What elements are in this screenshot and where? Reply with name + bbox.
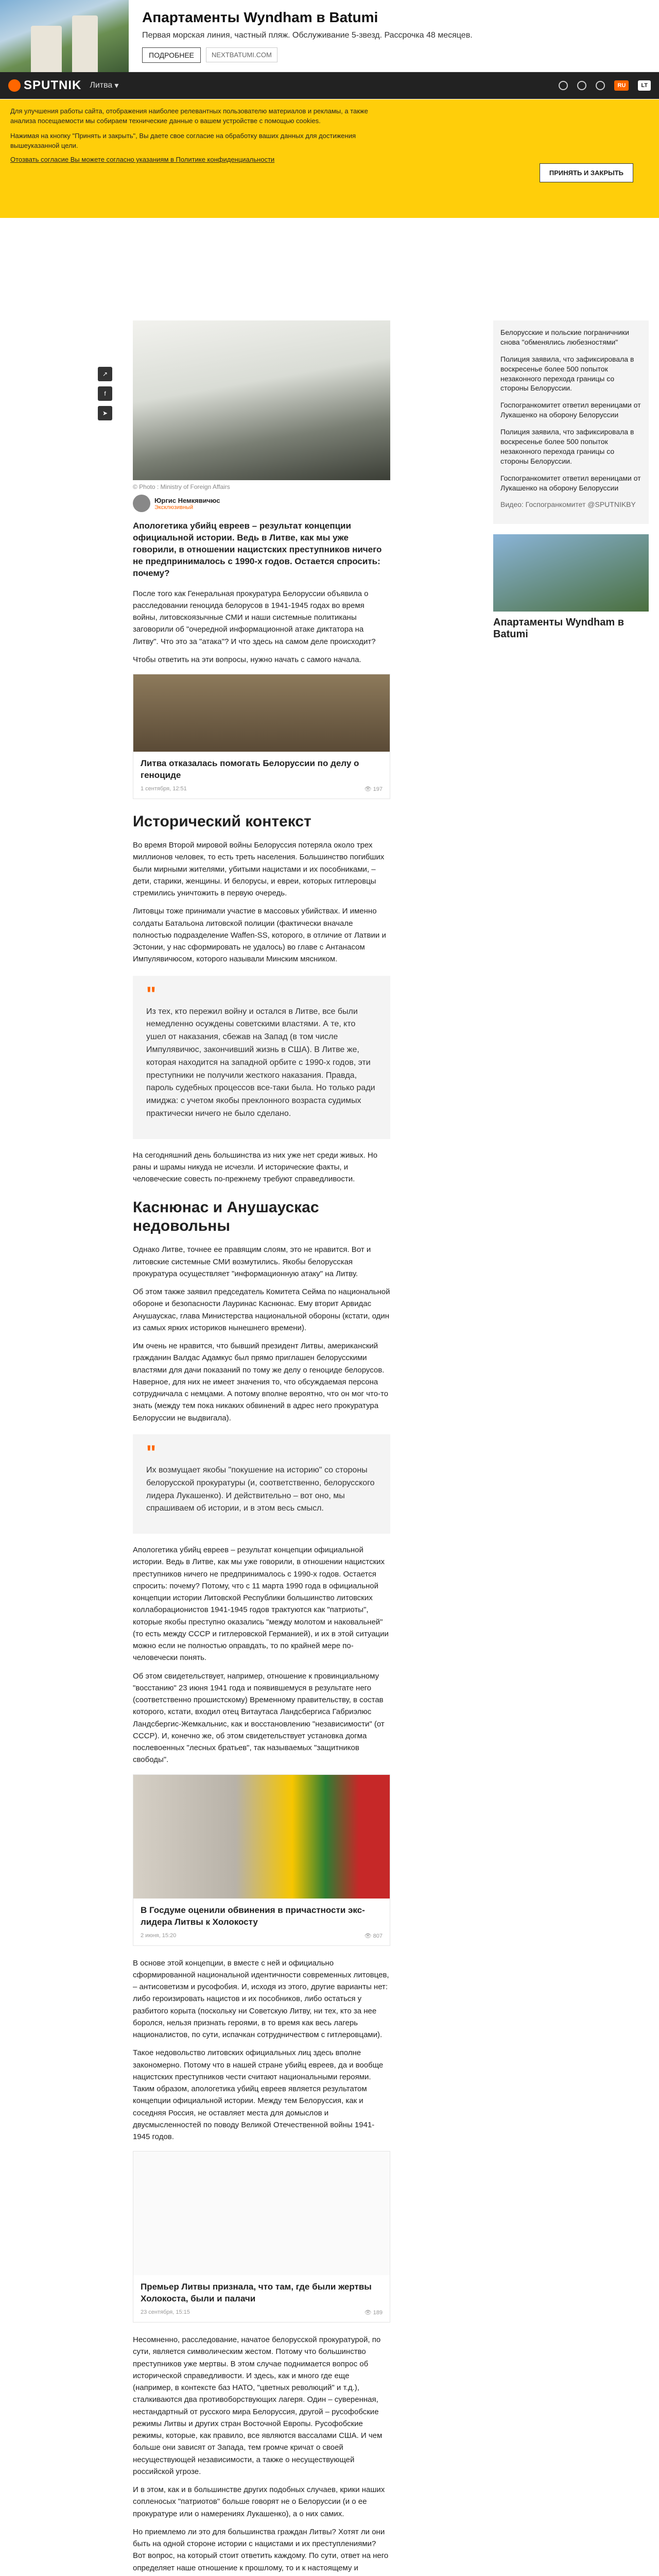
accept-cookies-button[interactable]: ПРИНЯТЬ И ЗАКРЫТЬ <box>540 163 633 182</box>
related-image[interactable] <box>133 2151 390 2275</box>
sidebar-news <box>493 320 649 524</box>
paragraph: Во время Второй мировой войны Белоруссия потеряла около трех миллионов человек, то есть треть населения. Большинство погибших были мирными жителями, убитыми нацистами и их пособниками, – дети, старики, женщины. И белорусы, и евреи, которых гитлеровцы стремились уничтожить в первую очередь. <box>133 841 385 898</box>
sputnik-logo[interactable]: SPUTNIK <box>8 78 81 93</box>
avatar <box>133 495 150 512</box>
cookie-banner <box>0 99 659 218</box>
telegram-icon[interactable]: ➤ <box>98 406 112 420</box>
top-ad-subtitle: Первая морская линия, частный пляж. Обслуживание 5-звезд. Рассрочка 48 месяцев. <box>142 30 473 40</box>
related-card[interactable] <box>133 674 390 799</box>
related-image[interactable] <box>133 1775 390 1899</box>
cookie-consent-text: Нажимая на кнопку "Принять и закрыть", Вы даете свое согласие на обработку ваших данных для достижения вышеуказанной цели. <box>10 131 356 149</box>
facebook-icon[interactable]: f <box>98 386 112 401</box>
paragraph: Чтобы ответить на эти вопросы, нужно начать с самого начала. <box>133 655 361 664</box>
paragraph: Несомненно, расследование, начатое белорусской прокуратурой, по сути, является символическим жестом. Потому что большинство преступников уже мертвы. В этом случае поднимается вопрос об исторической справедливости. И здесь, как и много где еще (например, в контексте баз НАТО, "цветных революций" и т.д.), сталкиваются два противоборствующих лагеря. Один – суверенная, нестандартный от русского мира Белоруссия, другой – русофобские режимы Литвы и других стран Восточной Европы. Русофобские режимы, которые, как правило, все являются вассалами США. И чем больше они зависят от Запада, тем громче кричат о своей несуществующей независимости, а также о несуществующей российской угрозе. <box>133 2335 383 2476</box>
article-lead: Апологетика убийц евреев – результат концепции официальной истории. Ведь в Литве, как мы уже говорили, в отношении нацистских преступников ничего не предпринималось с 1990-х годов. Остается спросить: почему? <box>133 521 382 578</box>
paragraph: Такое недовольство литовских официальных лиц здесь вполне закономерно. Потому что в нашей стране убийц евреев, да и вообще нацистских преступников чести считают национальными героями. Таким образом, апологетика убийц евреев является результатом концепции официальной истории. Между тем Белоруссия, как и соседняя Россия, не оставляет места для домыслов и двусмысленностей по поводу Великой Отечественной войны 1941-1945 годов. <box>133 2048 384 2142</box>
star-icon <box>8 79 21 92</box>
paragraph: И в этом, как и в большинстве других подобных случаев, крики наших сопленосых "патриотов" больше говорят не о Белоруссии (и о ее прокуратуре или о намерениях Лукашенко), а о них самих. <box>133 2485 385 2518</box>
related-views: 197 <box>373 786 383 793</box>
lang-lt-button[interactable]: LT <box>638 80 651 91</box>
sidebar-news-item[interactable]: Госпогранкомитет ответил вереницами от Лукашенко на оборону Белоруссии <box>500 401 641 419</box>
top-ad-more-button[interactable]: ПОДРОБНЕЕ <box>142 47 201 63</box>
sidebar-news-item[interactable]: Видео: Госпогранкомитет @SPUTNIKBY <box>500 500 636 509</box>
photo-caption: © Photo : Ministry of Foreign Affairs <box>133 483 230 490</box>
related-image[interactable] <box>133 674 390 752</box>
author-name[interactable]: Юргис Немкявичюс <box>154 496 220 504</box>
related-card[interactable] <box>133 1774 390 1946</box>
share-bar <box>98 367 112 420</box>
cookie-policy-link[interactable]: Отозвать согласие Вы можете согласно указаниям в Политике конфиденциальности <box>10 156 275 164</box>
paragraph: Об этом также заявил председатель Комитета Сейма по национальной обороне и безопасности Лауринас Каснюнас. Ему вторит Арвидас Анушаускас, глава Министерства национальной обороны (кстати, один из самых ярких историков нынешнего времени). <box>133 1287 390 1332</box>
sidebar-news-item[interactable]: Полиция заявила, что зафиксировала в воскресенье более 500 попыток незаконного перехода границы со стороны Белоруссии. <box>500 354 634 393</box>
paragraph: Им очень не нравится, что бывший президент Литвы, американский гражданин Валдас Адамкус был прямо приглашен белорусскими властями для дачи показаний по тому же делу о геноциде белорусов. Наверное, для них не имеет значения то, что обсуждаемая персона сотрудничала с немцами. А потому вполне вероятно, что он мог что-то знать (между тем пока никаких обвинений в адрес него прокуратура Белоруссии не выдвигала). <box>133 1342 389 1422</box>
quote-icon: " <box>146 1441 156 1464</box>
paragraph: На сегодняшний день большинства из них уже нет среди живых. Но раны и шрамы никуда не исчезли. И исторические факты, и человеческие совесть по-прежнему требуют справедливости. <box>133 1150 378 1184</box>
edition-select[interactable]: Литва ▾ <box>90 81 119 90</box>
section-heading: Исторический контекст <box>133 813 311 831</box>
related-date: 23 сентября, 15:15 <box>141 2309 190 2316</box>
related-views: 807 <box>373 1933 383 1939</box>
related-title[interactable]: В Госдуме оценили обвинения в причастности экс-лидера Литвы к Холокосту <box>141 1905 365 1927</box>
sidebar-news-item[interactable]: Полиция заявила, что зафиксировала в воскресенье более 500 попыток незаконного перехода границы со стороны Белоруссии. <box>500 428 634 465</box>
paragraph: В основе этой концепции, в вместе с ней и официально сформированной национальной идентичности современных литовцев, – антисоветизм и русофобия. И, исходя из этого, другие варианты нет: либо героизировать нацистов и их пособников, либо остаться у разбитого корыта (поскольку ни Советскую Литву, ни тех, кто за нее боролся, нельзя признать героями, в то время как весь лагерь националистов, по сути, испачкан сотрудничеством с гитлеровцами). <box>133 1958 389 2040</box>
quote-text: Их возмущает якобы "покушение на историю" со стороны белорусской прокуратуры (и, соответственно, белорусского лидера Лукашенко). И действительно – вот оно, мы спрашиваем об истории, и в этом весь смысл. <box>146 1465 375 1513</box>
chevron-down-icon: ▾ <box>114 81 119 90</box>
related-date: 2 июня, 15:20 <box>141 1932 177 1939</box>
search-icon[interactable] <box>577 81 586 90</box>
site-header <box>0 72 659 99</box>
related-title[interactable]: Литва отказалась помогать Белоруссии по делу о геноциде <box>141 758 359 781</box>
paragraph: Об этом свидетельствует, например, отношение к провинциальному "восстанию" 23 июня 1941 года и появившемуся в результате него (соответственно прошистскому) Временному правительству, в состав которого, кстати, входил отец Витаутаса Ландсбергиса Габриэлюс Ландсбергис-Жемкальнис, как и восстановлению "независимости" (от СССР). И, конечно же, об этом свидетельствует установка догма послевоенных "лесных братьев", так называемых "защитников свободы". <box>133 1671 385 1765</box>
article <box>133 320 390 2576</box>
paragraph: Но приемлемо ли это для большинства граждан Литвы? Хотят ли они быть на одной стороне истории с нацистами и их преступлениями? Вот вопрос, на который стоит ответить каждому. По сути, ответ на него определяет наше отношение к прошлому, то и к настоящему и <box>133 2527 389 2572</box>
sidebar <box>493 320 649 646</box>
radio-icon[interactable] <box>559 81 568 90</box>
top-ad-image[interactable] <box>0 0 129 72</box>
section-heading: Каснюнас и Анушаускас недовольны <box>133 1199 319 1235</box>
author-role: Эксклюзивный <box>154 504 194 511</box>
share-icon[interactable]: ↗ <box>98 367 112 381</box>
eye-icon: 👁 <box>364 786 373 793</box>
paragraph: После того как Генеральная прокуратура Белоруссии объявила о расследовании геноцида белорусов в 1941-1945 годах во время войны, литовскоязычные СМИ и наши системные политиканы заговорили об "очередной информационной атаке диктатора на Литву". Что это за "атака"? И что здесь на самом деле происходит? <box>133 589 376 646</box>
eye-icon: 👁 <box>364 1933 373 1939</box>
related-views: 189 <box>373 2310 383 2316</box>
top-ad-title[interactable]: Апартаменты Wyndham в Batumi <box>142 9 378 25</box>
quote-text: Из тех, кто пережил войну и остался в Литве, все были немедленно осуждены советскими властями. А те, кто ушел от наказания, сбежав на Запад (в том числе Импулявичюс, закончивший жизнь в США). В Литве же, которая находится на западной орбите с 1990-х годов, эти преступники не получили жесткого наказания. Правда, пароль судебных процессов все-таки была. Но только ради имиджа: с учетом якобы преклонного возраста судимых практически ничего не было сделано. <box>146 1007 375 1118</box>
related-title[interactable]: Премьер Литвы признала, что там, где были жертвы Холокоста, были и палачи <box>141 2282 372 2304</box>
hero-image <box>133 320 390 480</box>
sidebar-ad-title[interactable]: Апартаменты Wyndham в Batumi <box>493 617 624 640</box>
top-ad[interactable] <box>0 0 659 72</box>
paragraph: Однако Литве, точнее ее правящим слоям, это не нравится. Вот и литовские системные СМИ возмутились. Якобы белорусская прокуратура осуществляет "информационную атаку" на Литву. <box>133 1245 371 1278</box>
sidebar-news-item[interactable]: Госпогранкомитет ответил вереницами от Лукашенко на оборону Белоруссии <box>500 473 641 492</box>
related-date: 1 сентября, 12:51 <box>141 786 187 792</box>
cookie-text: Для улучшения работы сайта, отображения наиболее релевантных пользователю материалов и рекламы, а также анализа посещаемости мы собираем технические данные о вашем устройстве с помощью cookies. <box>10 107 368 125</box>
user-icon[interactable] <box>596 81 605 90</box>
related-card[interactable] <box>133 2151 390 2323</box>
top-ad-site[interactable]: NEXTBATUMI.COM <box>206 47 278 62</box>
lang-ru-button[interactable]: RU <box>614 80 629 91</box>
author[interactable] <box>133 495 390 512</box>
sidebar-news-item[interactable]: Белорусские и польские пограничники снова "обменялись любезностями" <box>500 328 629 346</box>
sidebar-ad-image[interactable] <box>493 534 649 612</box>
quote-icon: " <box>146 982 156 1006</box>
paragraph: Литовцы тоже принимали участие в массовых убийствах. И именно солдаты Батальона литовской полиции (фактически вначале полностью подразделение Waffen-SS, которого, в отличие от Латвии и Эстонии, у нас сформировать не удалось) во главе с Антанасом Импулявичюсом, которого называли Минским мясником. <box>133 907 386 964</box>
paragraph: Апологетика убийц евреев – результат концепции официальной истории. Ведь в Литве, как мы уже говорили, в отношении нацистских преступников ничего не предпринималось с 1990-х годов. Остается спросить: почему? Потому, что с 11 марта 1990 года в официальной концепции истории Литовской Республики большинство литовских коллаборационистов 1941-1945 годов трактуются как "патриоты", которые якобы преступно оказались "между молотом и наковальней" (то есть между СССР и гитлеровской Германией), и их в этой ситуации можно если не полностью оправдать, то по крайней мере по-человечески понять. <box>133 1546 389 1663</box>
quote-block <box>133 1434 390 1534</box>
quote-block <box>133 976 390 1139</box>
eye-icon: 👁 <box>364 2310 373 2316</box>
